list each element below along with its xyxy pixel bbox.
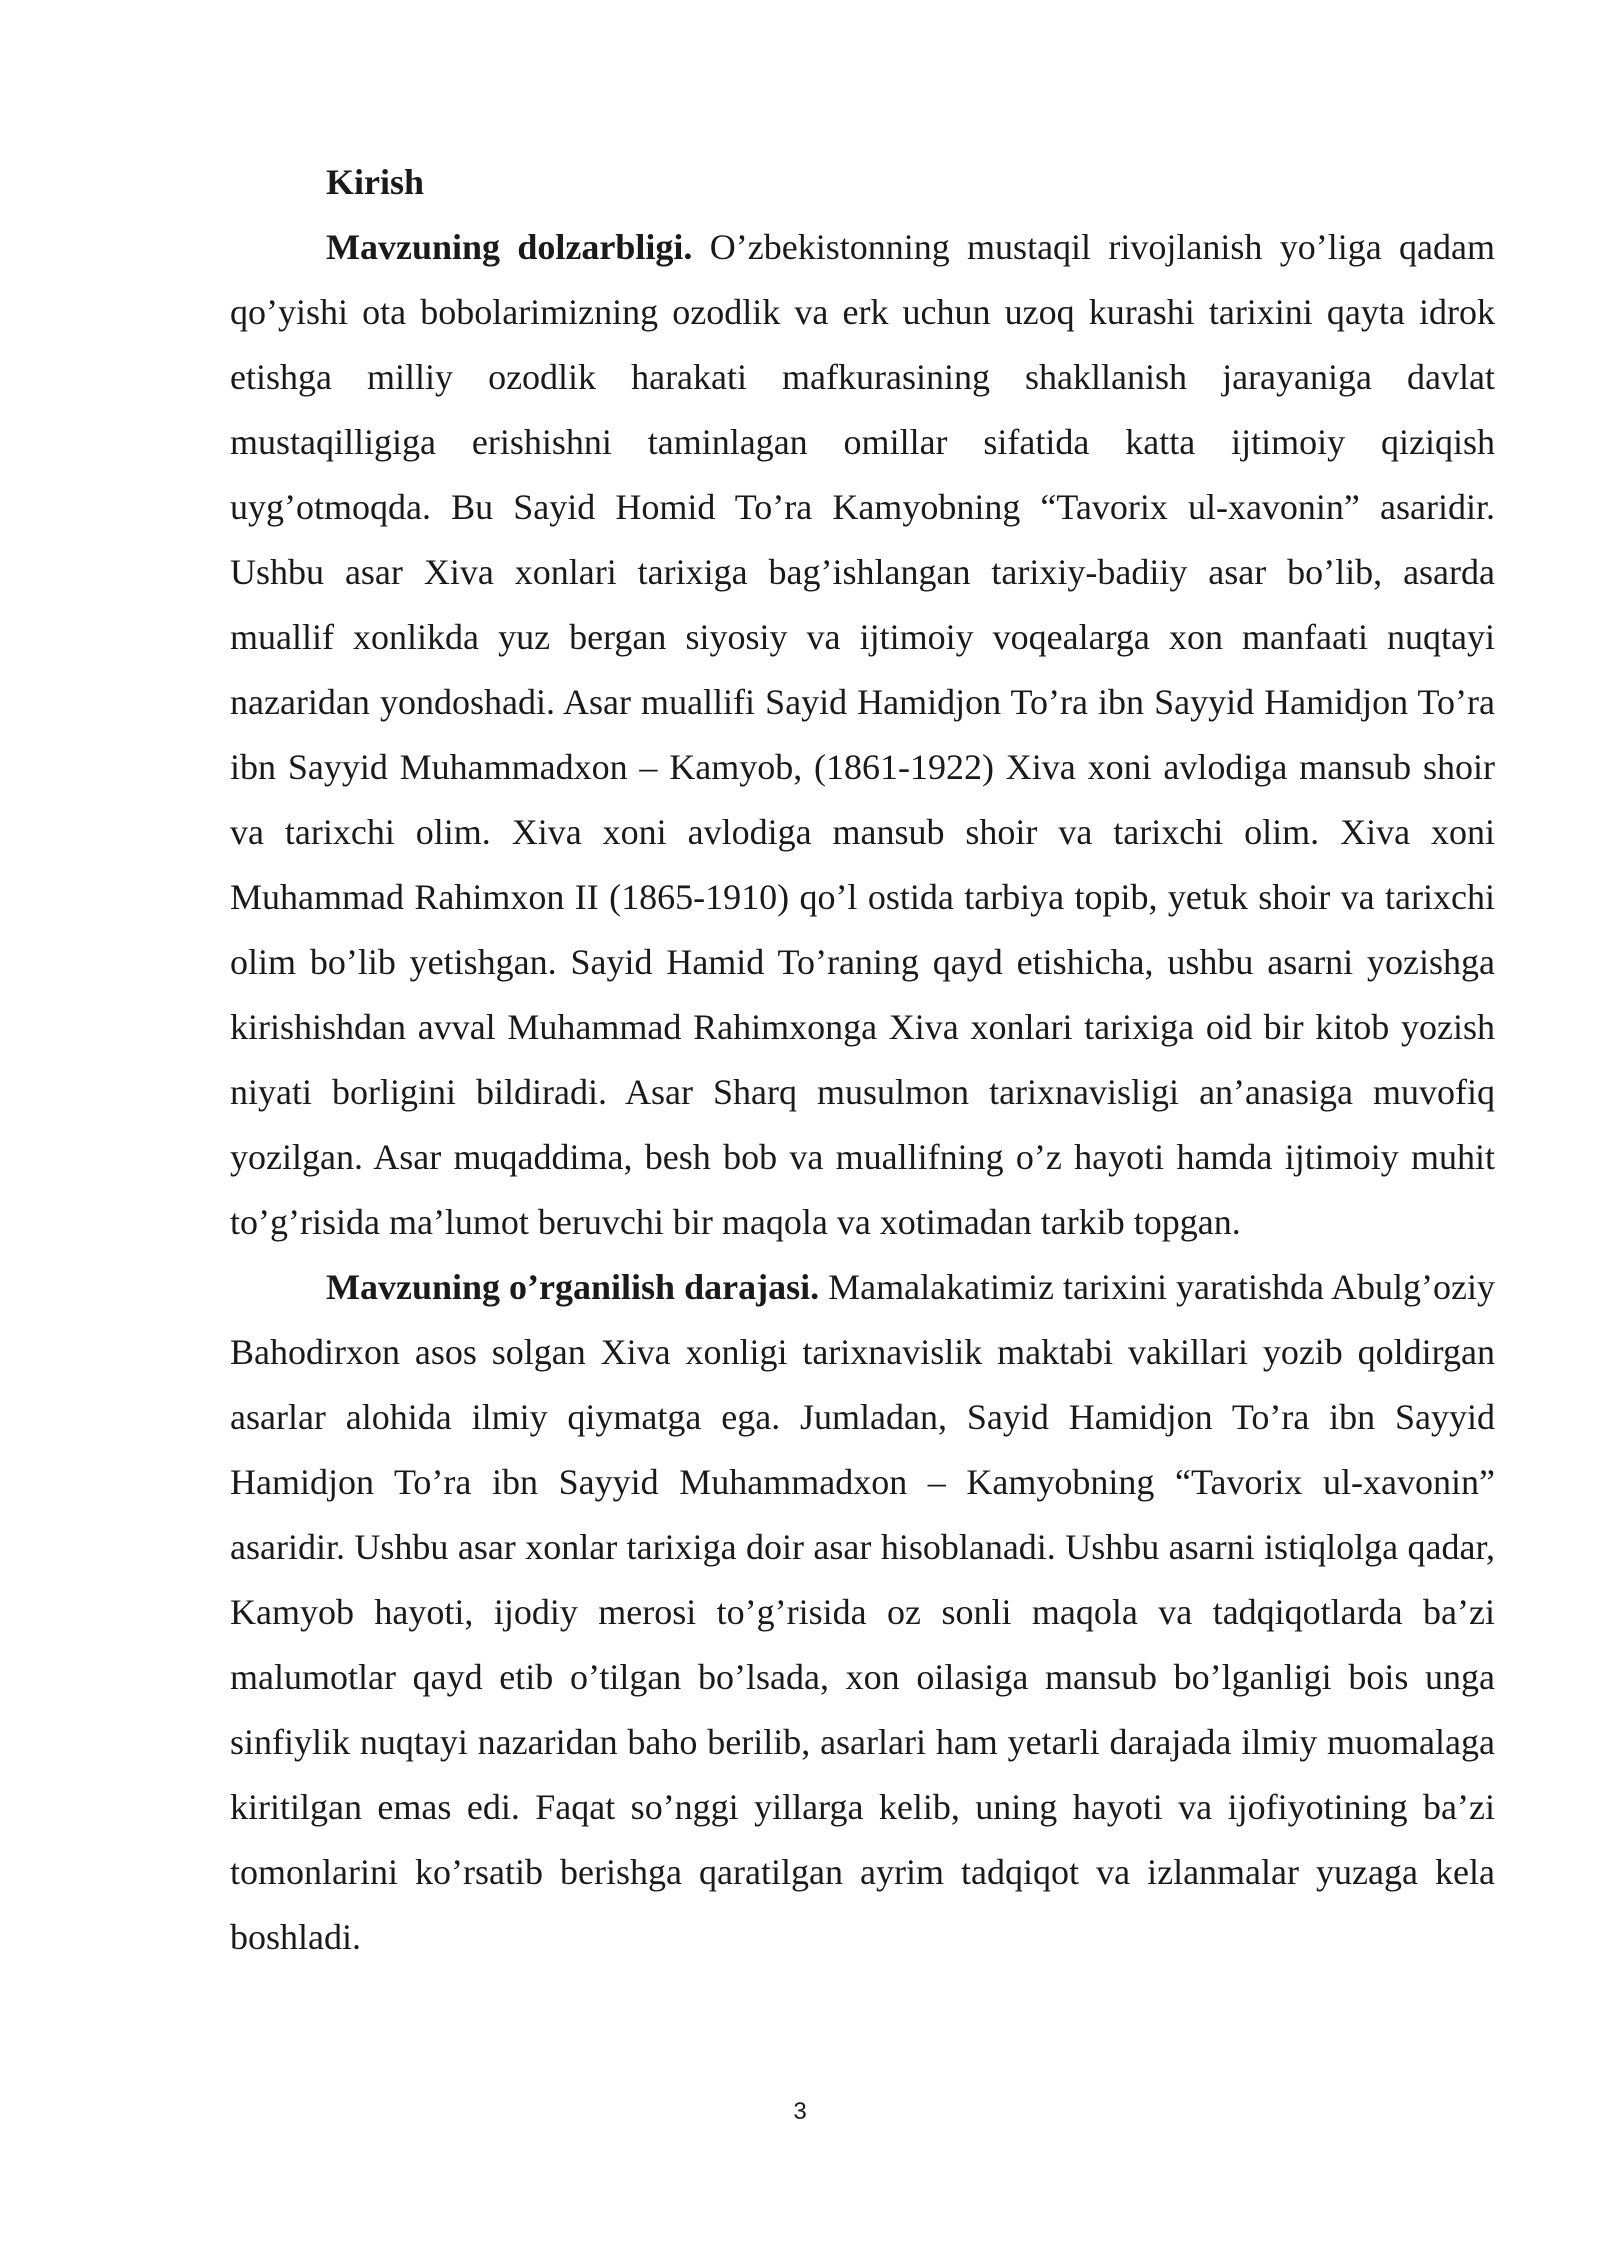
- paragraph-text: Mamalakatimiz tarixini yaratishda Abulg’oziy Bahodirxon asos solgan Xiva xonligi tarixnavislik maktabi vakillari yozib qoldirgan asarlar alohida ilmiy qiymatga ega. Jumladan, Sayid Hamidjon To’ra ibn Sayyid Hamidjon To’ra ibn Sayyid Muhammadxon – Kamyobning “Tavorix ul-xavonin” asaridir. Ushbu asar xonlar tarixiga doir asar hisoblanadi. Ushbu asarni istiqlolga qadar, Kamyob hayoti, ijodiy merosi to’g’risida oz sonli maqola va tadqiqotlarda ba’zi malumotlar qayd etib o’tilgan bo’lsada, xon oilasiga mansub bo’lganligi bois unga sinfiylik nuqtayi nazaridan baho berilib, asarlari ham yetarli darajada ilmiy muomalaga kiritilgan emas edi. Faqat so’nggi yillarga kelib, uning hayoti va ijofiyotining ba’zi tomonlarini ko’rsatib berishga qaratilgan ayrim tadqiqot va izlanmalar yuzaga kela boshladi.: [230, 1267, 1495, 1957]
- paragraph-title: Mavzuning o’rganilish darajasi.: [326, 1267, 820, 1307]
- section-heading: Kirish: [326, 162, 425, 202]
- document-page: [230, 150, 1495, 1970]
- page-number: 3: [793, 2098, 807, 2125]
- paragraph-study-degree: [230, 1255, 1495, 1970]
- paragraph-text: O’zbekistonning mustaqil rivojlanish yo’liga qadam qo’yishi ota bobolarimizning ozodlik va erk uchun uzoq kurashi tarixini qayta idrok etishga milliy ozodlik harakati mafkurasining shakllanish jarayaniga davlat mustaqilligiga erishishni taminlagan omillar sifatida katta ijtimoiy qiziqish uyg’otmoqda. Bu Sayid Homid To’ra Kamyobning “Tavorix ul-xavonin” asaridir. Ushbu asar Xiva xonlari tarixiga bag’ishlangan tarixiy-badiiy asar bo’lib, asarda muallif xonlikda yuz bergan siyosiy va ijtimoiy voqealarga xon manfaati nuqtayi nazaridan yondoshadi. Asar muallifi Sayid Hamidjon To’ra ibn Sayyid Hamidjon To’ra ibn Sayyid Muhammadxon – Kamyob, (1861-1922) Xiva xoni avlodiga mansub shoir va tarixchi olim. Xiva xoni avlodiga mansub shoir va tarixchi olim. Xiva xoni Muhammad Rahimxon II (1865-1910) qo’l ostida tarbiya topib, yetuk shoir va tarixchi olim bo’lib yetishgan. Sayid Hamid To’raning qayd etishicha, ushbu asarni yozishga kirishishdan avval Muhammad Rahimxonga Xiva xonlari tarixiga oid bir kitob yozish niyati borligini bildiradi. Asar Sharq musulmon tarixnavisligi an’anasiga muvofiq yozilgan. Asar muqaddima, besh bob va muallifning o’z hayoti hamda ijtimoiy muhit to’g’risida ma’lumot beruvchi bir maqola va xotimadan tarkib topgan.: [230, 227, 1496, 1242]
- paragraph-relevance: [230, 215, 1495, 1255]
- paragraph-title: Mavzuning dolzarbligi.: [326, 227, 693, 267]
